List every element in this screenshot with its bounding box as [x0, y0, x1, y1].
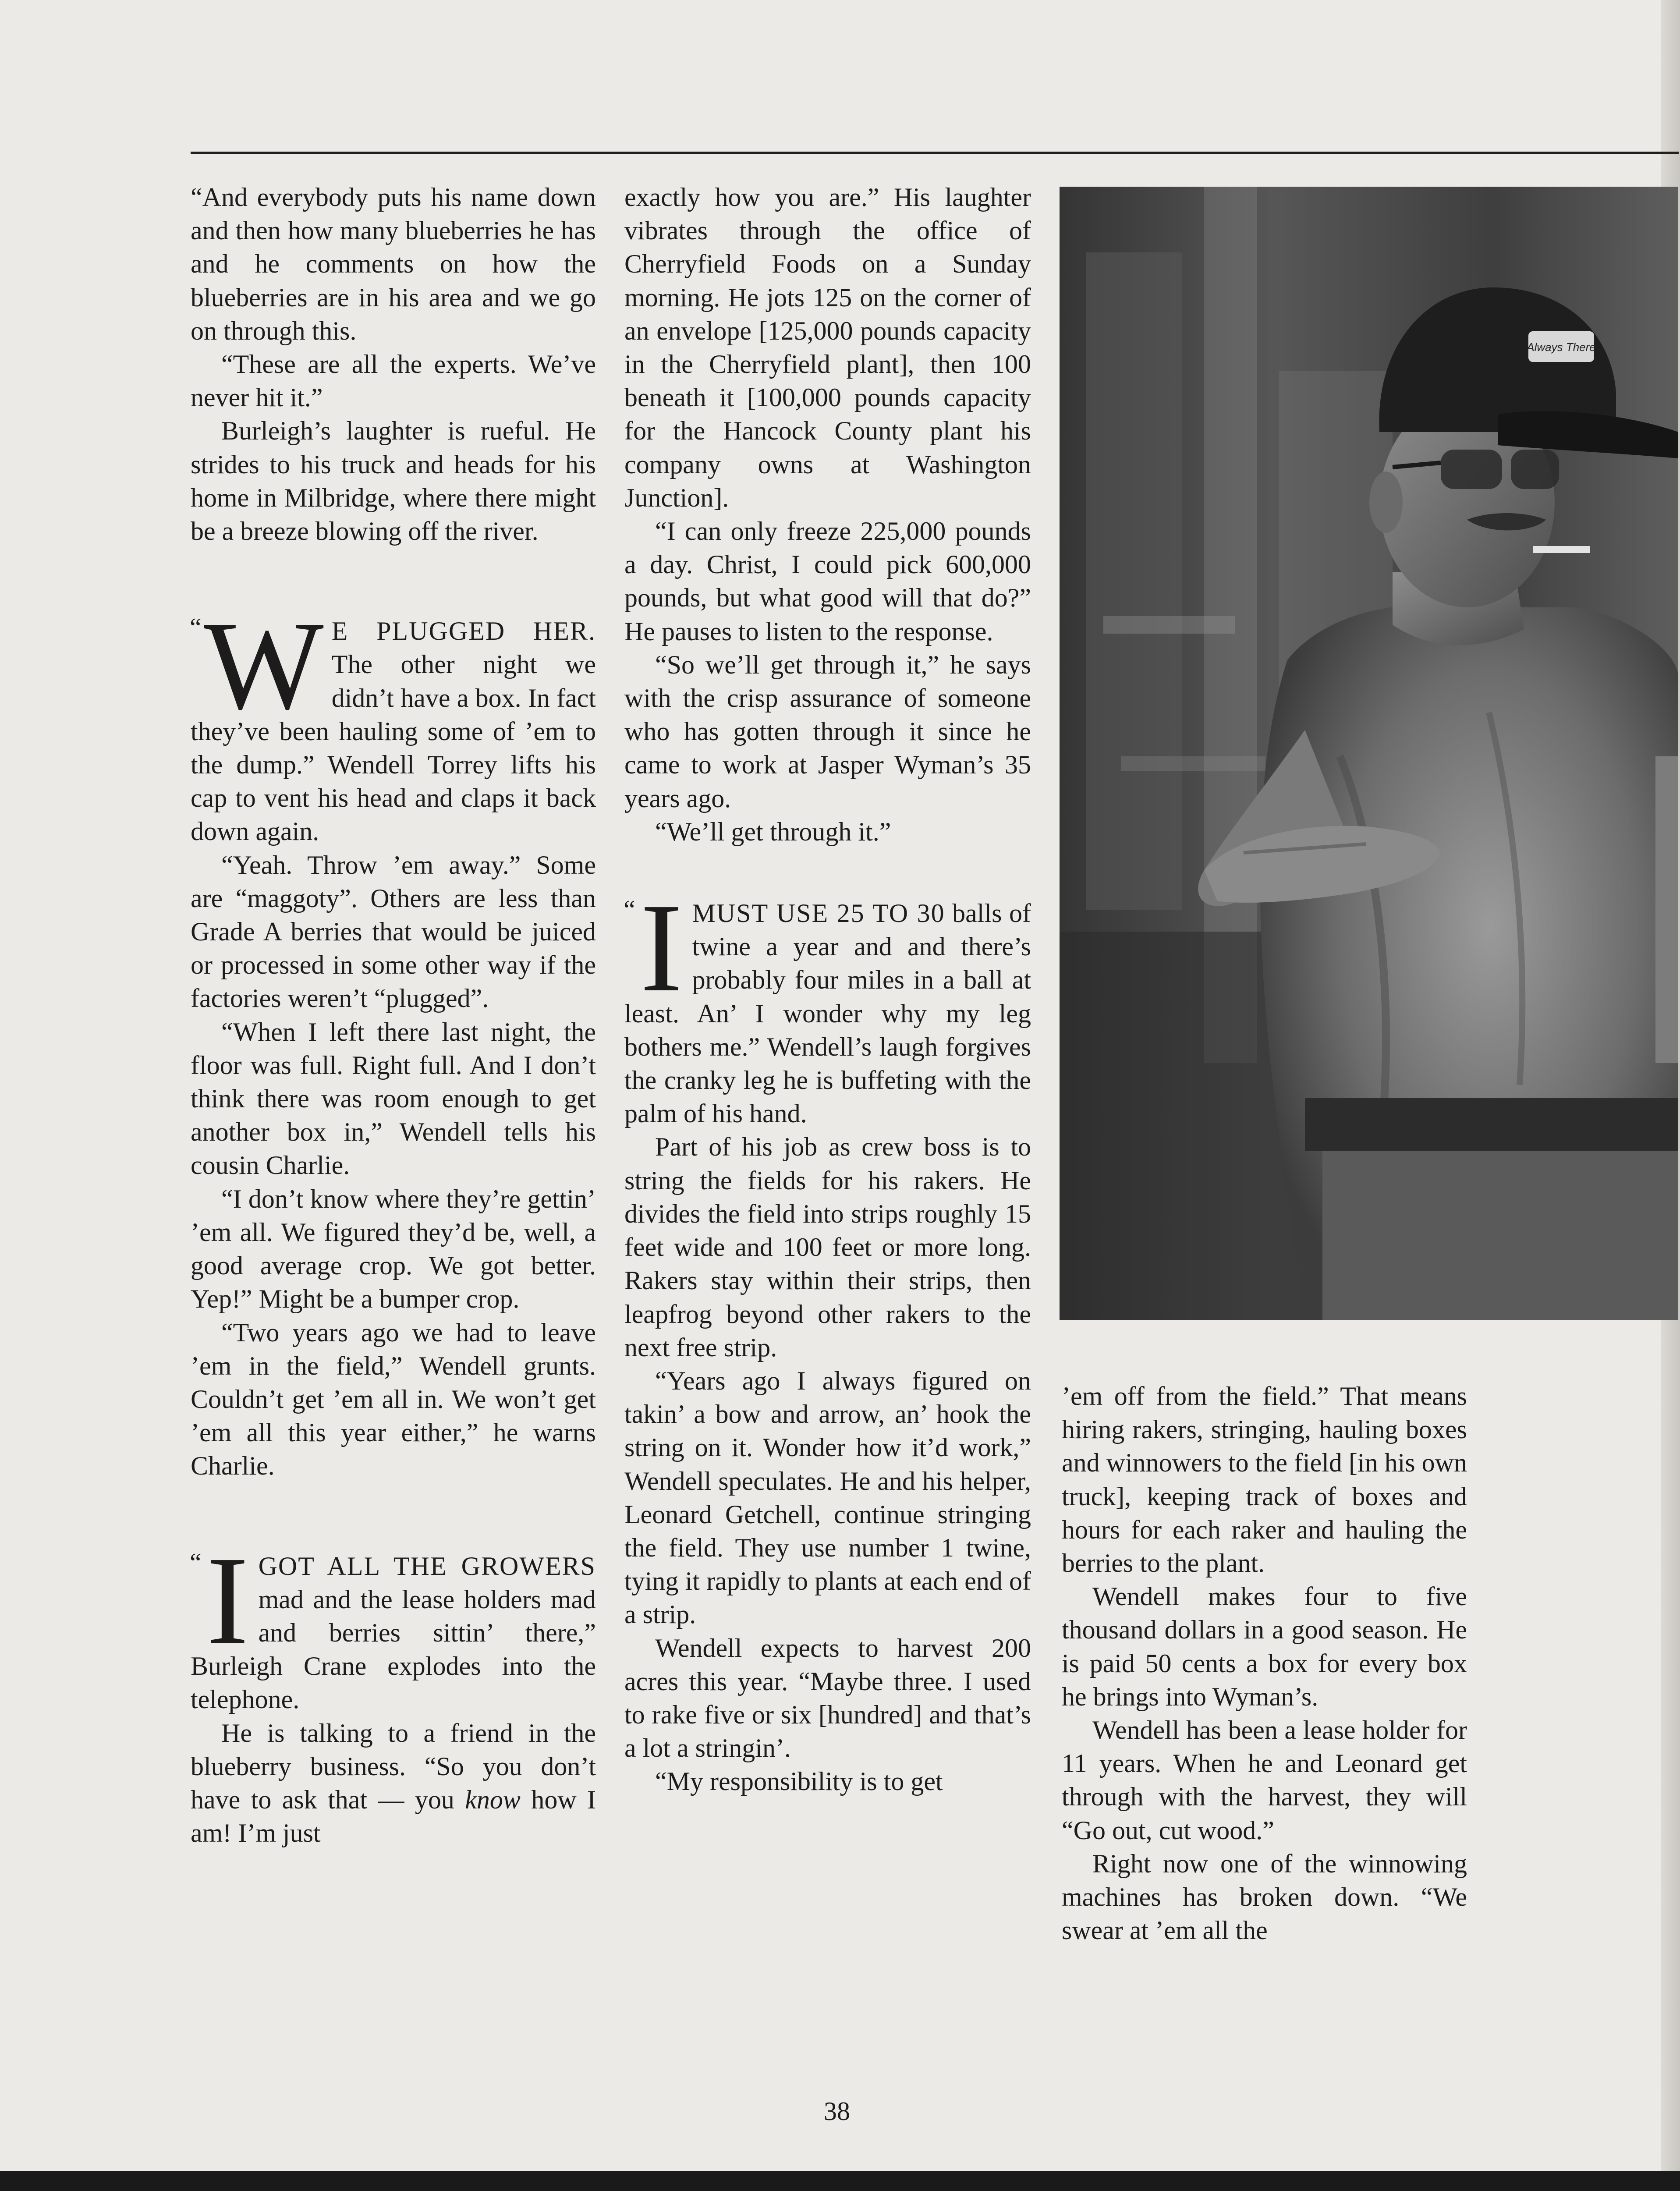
lead-caps: GOT ALL THE GROWERS [258, 1551, 596, 1581]
paragraph: “So we’ll get through it,” he says with the crisp assurance of someone who has gotten through it since he came to work at Jasper Wyman’s 35 years ago. [624, 650, 1031, 813]
paragraph: “When I left there last night, the floor was full. Right full. And I don’t think there was room enough to get another box in,” Wendell tells his cousin Charlie. [191, 1017, 596, 1180]
paragraph: “My responsibility is to get [655, 1767, 943, 1796]
drop-cap: W [204, 595, 324, 736]
cap-logo-text: Always There [1527, 340, 1596, 354]
drop-cap: I [640, 877, 683, 1018]
emphasis: know [465, 1785, 521, 1814]
man-in-cap-photo [1060, 187, 1678, 1320]
paragraph: “Yeah. Throw ’em away.” Some are “maggoty”. Others are less than Grade A berries that would be juiced or processed in some other way if the factories weren’t “plugged”. [191, 850, 596, 1013]
paragraph: Wendell makes four to five thousand dollars in a good season. He is paid 50 cents a box for every box he brings into Wyman’s. [1062, 1582, 1467, 1711]
paragraph: ’em off from the field.” That means hiring rakers, stringing, hauling boxes and winnowers to the field [in his own truck], keeping track of boxes and hours for each raker and hauling the berries to the plant. [1062, 1382, 1467, 1578]
open-quote: “ [624, 895, 635, 925]
paragraph: Wendell expects to harvest 200 acres this year. “Maybe three. I used to rake five or six [hundred] and that’s a lot a stringin’. [624, 1633, 1031, 1763]
page-number: 38 [824, 2097, 850, 2126]
article-column-2 [624, 181, 1031, 1798]
paragraph: balls of twine a year and and there’s probably four miles in a ball at least. An’ I wonder why my leg bothers me.” Wendell’s laugh forgives the cranky leg he is buffeting with the palm of his hand. [624, 899, 1031, 1128]
paragraph: “We’ll get through it.” [655, 817, 891, 846]
article-column-1 [191, 181, 596, 1850]
article-column-3 [1062, 1379, 1467, 1947]
paragraph-text: He is talking to a friend in the blueberry business. “So you don’t have to ask that — you [191, 1718, 596, 1814]
paragraph: “These are all the experts. We’ve never hit it.” [191, 350, 596, 412]
paragraph: The other night we didn’t have a box. In fact they’ve been hauling some of ’em to the dump.” Wendell Torrey lifts his cap to vent his head and claps it back down again. [191, 650, 596, 846]
paragraph: “And everybody puts his name down and then how many blueberries he has and he comments on how the blueberries are in his area and we go on through this. [191, 183, 596, 345]
drop-cap: I [206, 1530, 249, 1671]
section-lead [190, 595, 596, 848]
paragraph: “I don’t know where they’re gettin’ ’em all. We figured they’d be, well, a good average crop. We got better. Yep!” Might be a bumper crop. [191, 1184, 596, 1314]
paragraph [191, 1716, 596, 1850]
paragraph: Wendell has been a lease holder for 11 years. When he and Leonard get through with the harvest, they will “Go out, cut wood.” [1062, 1716, 1467, 1845]
section-lead [624, 877, 1031, 1130]
paragraph: “Two years ago we had to leave ’em in the field,” Wendell grunts. Couldn’t get ’em all in. We won’t get ’em all this year either,” he warns Charlie. [191, 1318, 596, 1481]
paragraph: “I can only freeze 225,000 pounds a day. Christ, I could pick 600,000 pounds, but what good will that do?” He pauses to listen to the response. [624, 517, 1031, 646]
page-bottom-edge [0, 2171, 1680, 2191]
open-quote: “ [190, 613, 202, 642]
header-rule [191, 152, 1679, 154]
paragraph: “Years ago I always figured on takin’ a bow and arrow, an’ hook the string on it. Wonder how it’d work,” Wendell speculates. He and his helper, Leonard Getchell, continue stringing the field. They use number 1 twine, tying it rapidly to plants at each end of a strip. [624, 1366, 1031, 1629]
open-quote: “ [190, 1548, 202, 1577]
paragraph: Right now one of the winnowing machines has broken down. “We swear at ’em all the [1062, 1849, 1467, 1945]
paragraph: exactly how you are.” His laughter vibrates through the office of Cherryfield Foods on a Sunday morning. He jots 125 on the corner of an envelope [125,000 pounds capacity in the Cherryfield plant], then 100 beneath it [100,000 pounds capacity for the Hancock County plant his company owns at Washington Junction]. [624, 183, 1031, 512]
paragraph: Part of his job as crew boss is to string the fields for his rakers. He divides the field into strips roughly 15 feet wide and 100 feet or more long. Rakers stay within their strips, then leapfrog beyond other rakers to the next free strip. [624, 1132, 1031, 1362]
lead-caps: E PLUGGED HER. [331, 617, 596, 646]
paragraph: mad and the lease holders mad and berries sittin’ there,” Burleigh Crane explodes into the telephone. [191, 1585, 596, 1714]
lead-caps: MUST USE 25 TO 30 [692, 899, 945, 928]
paragraph-text: how I am! I’m just [191, 1785, 596, 1848]
paragraph: Burleigh’s laughter is rueful. He strides to his truck and heads for his home in Milbridge, where there might be a breeze blowing off the river. [191, 416, 596, 546]
section-lead [190, 1530, 596, 1716]
